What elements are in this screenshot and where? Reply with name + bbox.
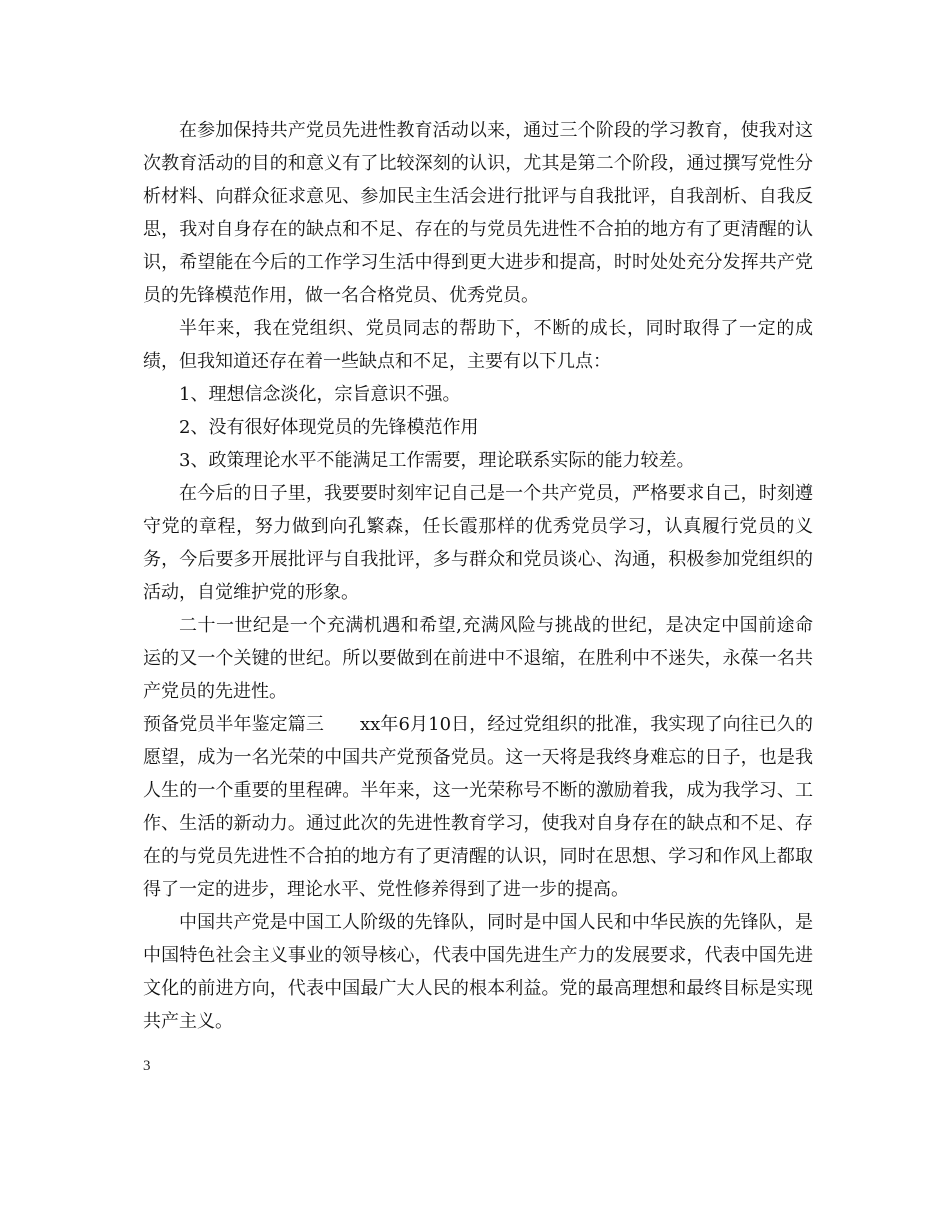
section-heading: 预备党员半年鉴定篇三 [143, 714, 324, 735]
list-item-2: 2、没有很好体现党员的先锋模范作用 [179, 417, 479, 438]
paragraph-future: 在今后的日子里，我要要时刻牢记自己是一个共产党员，严格要求自己，时刻遵守党的章程，努力做到向孔繁森，任长霞那样的优秀党员学习，认真履行党员的义务，今后要多开展批评与自我批评，多与群众和党员谈心、沟通，积极参加党组织的活动，自觉维护党的形象。 [143, 483, 813, 603]
section-text: xx年6月10日，经过党组织的批准，我实现了向往已久的愿望，成为一名光荣的中国共产党预备党员。这一天将是我终身难忘的日子，也是我人生的一个重要的里程碑。半年来，这一光荣称号不断的激励着我，成为我学习、工作、生活的新动力。通过此次的先进性教育学习，使我对自身存在的缺点和不足、存在的与党员先进性不合拍的地方有了更清醒的认识，同时在思想、学习和作风上都取得了一定的进步，理论水平、党性修养得到了进一步的提高。 [143, 714, 813, 900]
document-body [143, 114, 813, 1038]
paragraph-half-year: 半年来，我在党组织、党员同志的帮助下，不断的成长，同时取得了一定的成绩，但我知道还存在着一些缺点和不足，主要有以下几点： [143, 318, 813, 372]
paragraph-century: 二十一世纪是一个充满机遇和希望,充满风险与挑战的世纪，是决定中国前途命运的又一个关键的世纪。所以要做到在前进中不退缩，在胜利中不迷失，永葆一名共产党员的先进性。 [143, 615, 813, 702]
list-item-1: 1、理想信念淡化，宗旨意识不强。 [179, 384, 461, 405]
page-number: 3 [143, 1058, 151, 1074]
list-item-3: 3、政策理论水平不能满足工作需要，理论联系实际的能力较差。 [179, 450, 695, 471]
section-paragraph [143, 708, 813, 906]
paragraph-intro: 在参加保持共产党员先进性教育活动以来，通过三个阶段的学习教育，使我对这次教育活动的目的和意义有了比较深刻的认识，尤其是第二个阶段，通过撰写党性分析材料、向群众征求意见、参加民主生活会进行批评与自我批评，自我剖析、自我反思，我对自身存在的缺点和不足、存在的与党员先进性不合拍的地方有了更清醒的认识，希望能在今后的工作学习生活中得到更大进步和提高，时时处处充分发挥共产党员的先锋模范作用，做一名合格党员、优秀党员。 [143, 120, 813, 306]
paragraph-party: 中国共产党是中国工人阶级的先锋队，同时是中国人民和中华民族的先锋队，是中国特色社会主义事业的领导核心，代表中国先进生产力的发展要求，代表中国先进文化的前进方向，代表中国最广大人民的根本利益。党的最高理想和最终目标是实现共产主义。 [143, 912, 813, 1032]
